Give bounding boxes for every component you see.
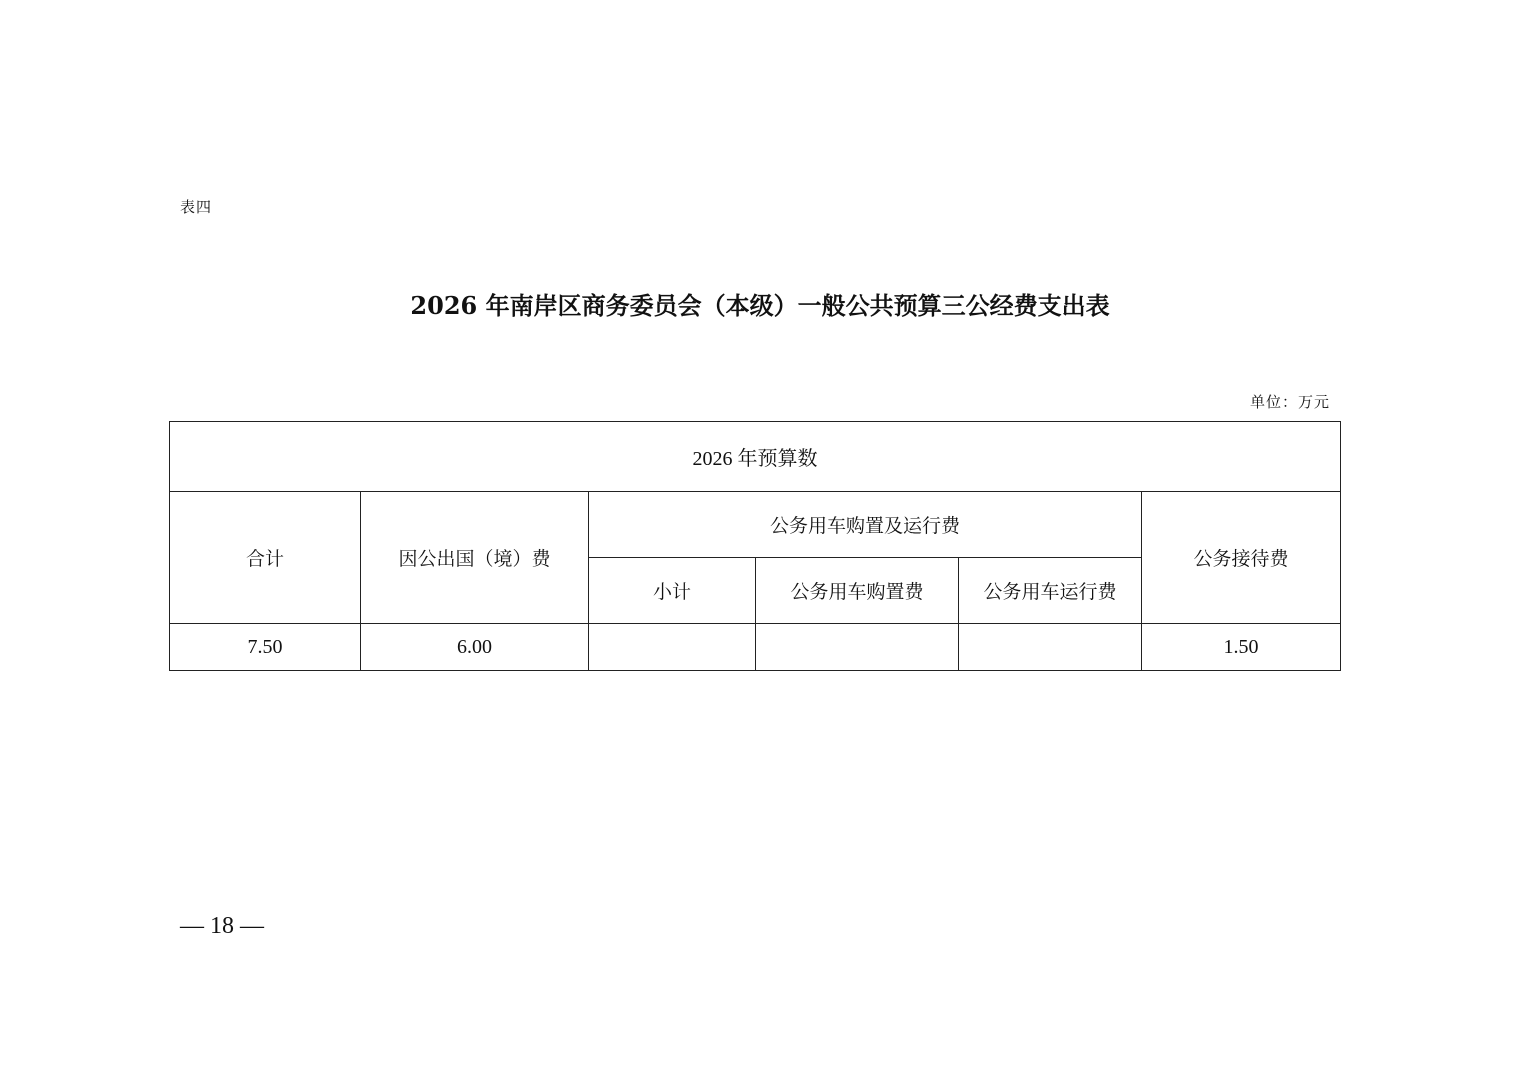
overseas-value-cell: 6.00 bbox=[361, 624, 589, 671]
table-column-header-row bbox=[170, 492, 1341, 558]
budget-table bbox=[169, 421, 1341, 671]
page-number: — 18 — bbox=[180, 913, 264, 939]
vehicle-operation-value-cell bbox=[959, 624, 1142, 671]
vehicle-subtotal-value-cell bbox=[589, 624, 756, 671]
document-title: 2026 年南岸区商务委员会（本级）一般公共预算三公经费支出表 bbox=[410, 291, 1110, 320]
table-row bbox=[170, 624, 1341, 671]
vehicle-purchase-value-cell bbox=[756, 624, 959, 671]
unit-note: 单位：万元 bbox=[1249, 393, 1330, 411]
reception-header-cell: 公务接待费 bbox=[1142, 492, 1341, 624]
reception-value-cell: 1.50 bbox=[1142, 624, 1341, 671]
vehicle-subtotal-header-cell: 小计 bbox=[589, 558, 756, 624]
vehicle-operation-header-cell: 公务用车运行费 bbox=[959, 558, 1142, 624]
vehicle-group-header-cell: 公务用车购置及运行费 bbox=[589, 492, 1142, 558]
group-header-cell: 2026 年预算数 bbox=[170, 422, 1341, 492]
table-label: 表四 bbox=[180, 198, 213, 216]
total-value-cell: 7.50 bbox=[170, 624, 361, 671]
overseas-header-cell: 因公出国（境）费 bbox=[361, 492, 589, 624]
total-header-cell: 合计 bbox=[170, 492, 361, 624]
table-header-row bbox=[170, 422, 1341, 492]
vehicle-purchase-header-cell: 公务用车购置费 bbox=[756, 558, 959, 624]
